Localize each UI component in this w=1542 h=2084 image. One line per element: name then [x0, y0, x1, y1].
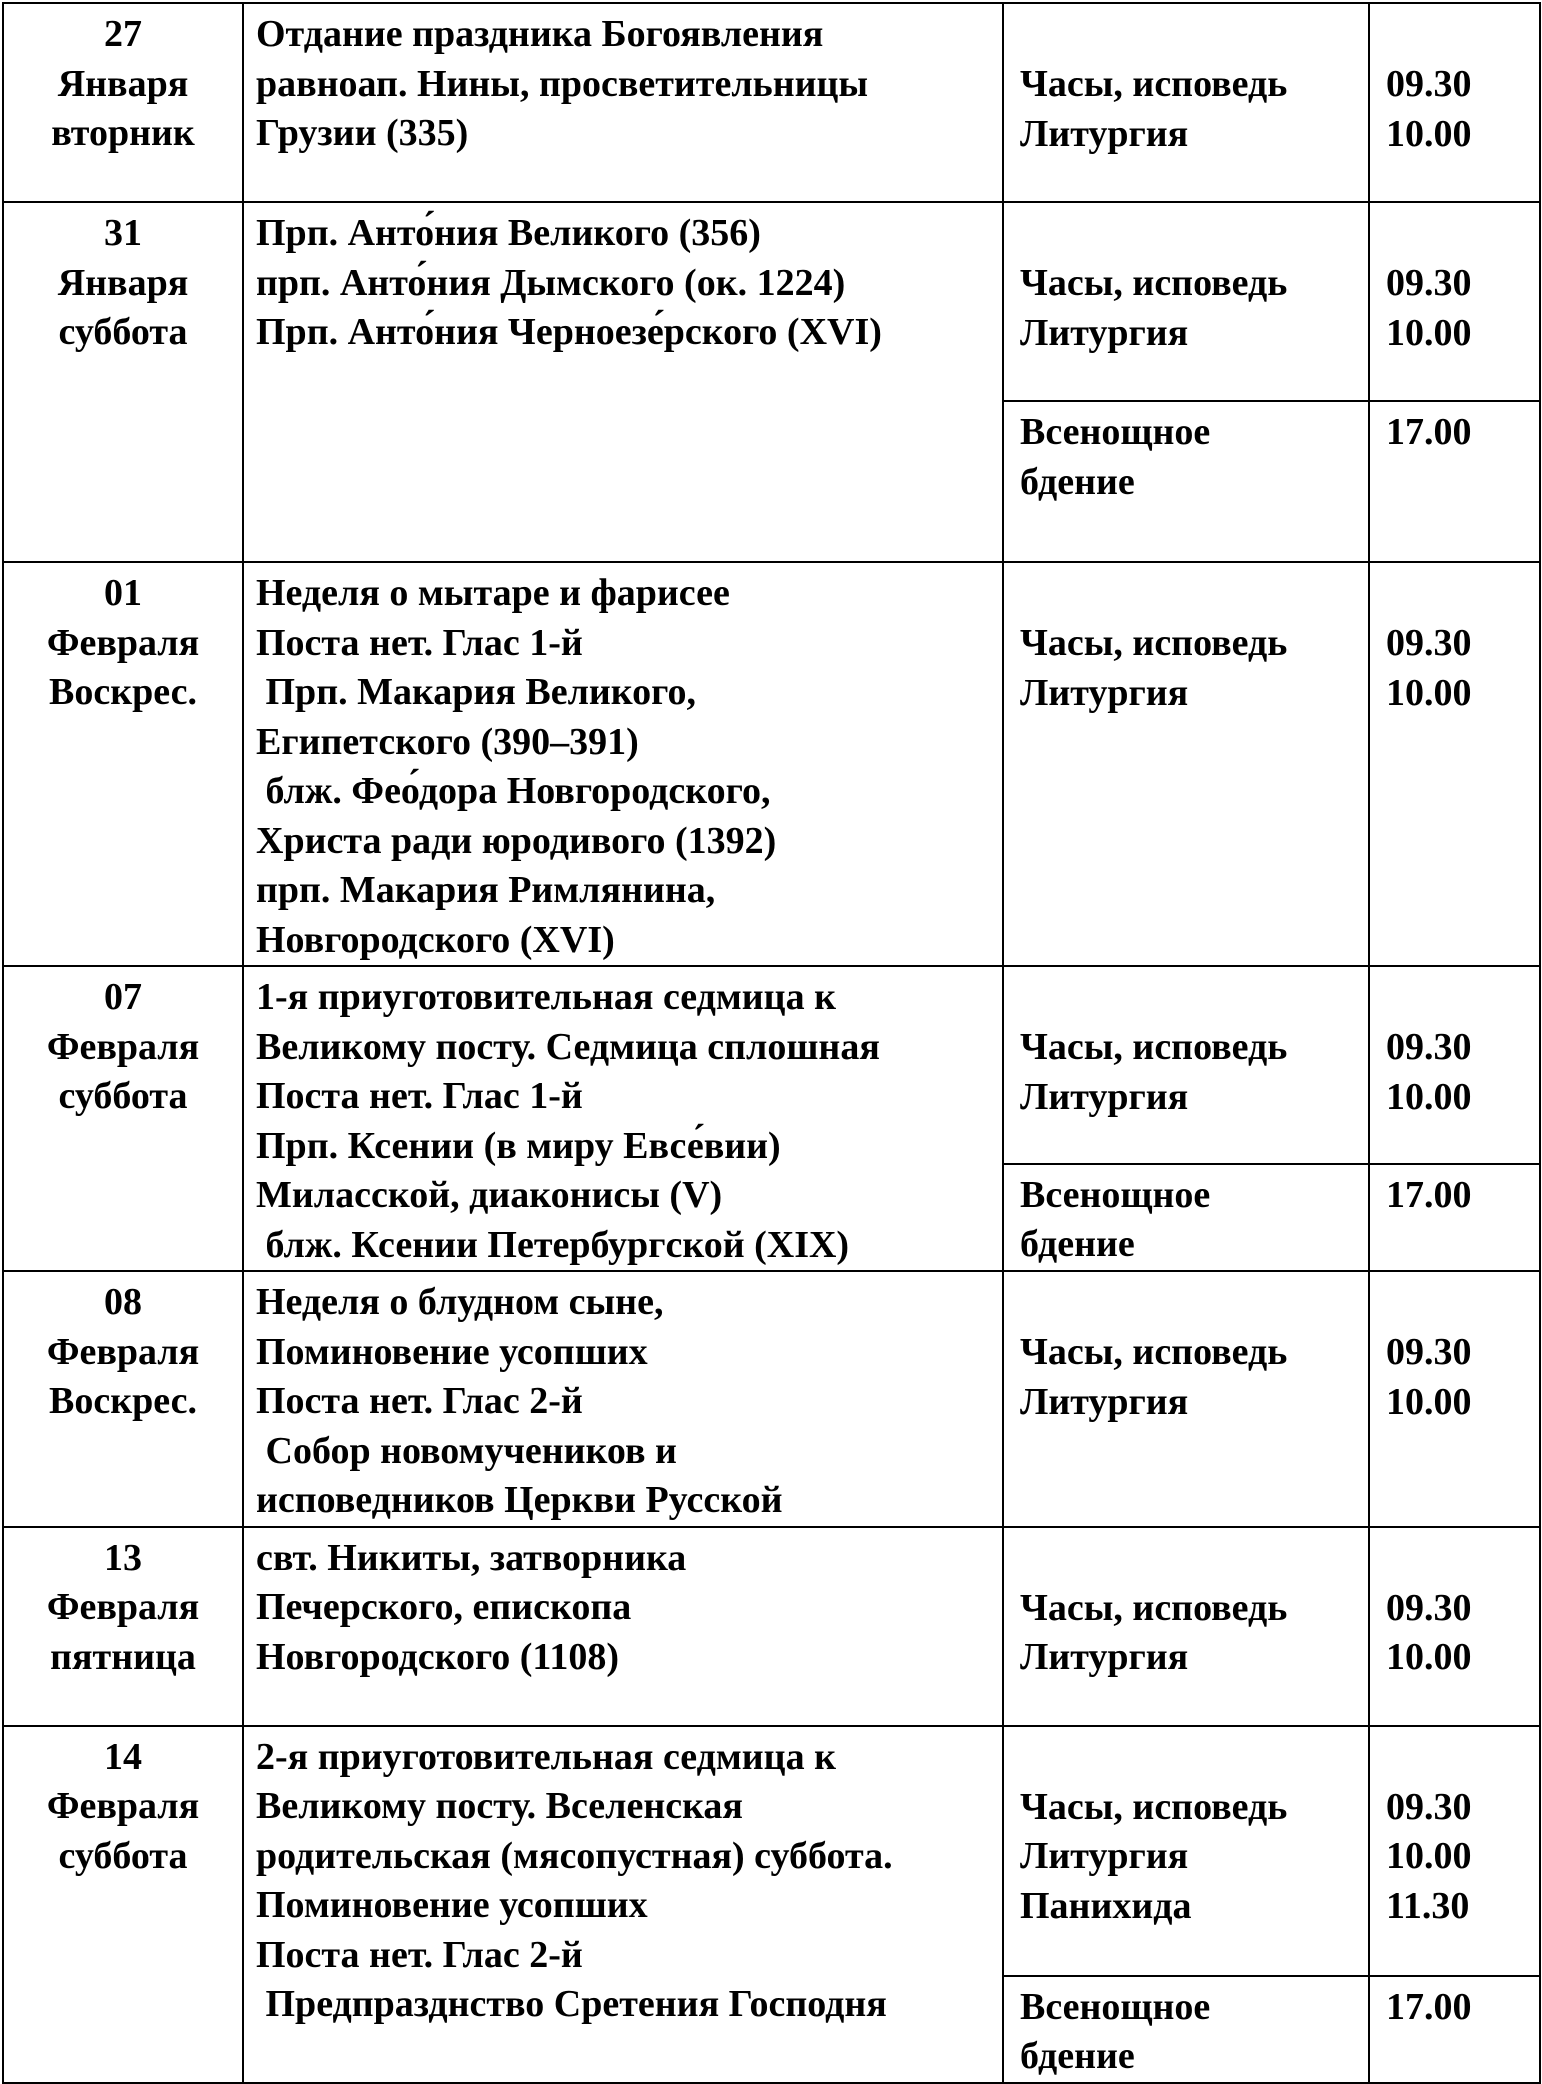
- date-month: Января: [57, 62, 189, 105]
- date-weekday: суббота: [58, 1075, 188, 1117]
- date-day: 08: [104, 1281, 142, 1323]
- table-row: [3, 1726, 1540, 1976]
- date-day: 07: [104, 976, 142, 1018]
- service-time: 09.30 10.00: [1369, 966, 1540, 1164]
- service-name: Часы, исповедь Литургия: [1003, 562, 1369, 966]
- date-day: 31: [104, 212, 142, 254]
- date-month: Февраля: [46, 1586, 200, 1628]
- feast-description: 2-я приуготовительная седмица к Великому посту. Вселенская родительская (мясопустная) суббота. Поминовение усопших Поста нет. Глас 2-й Предпразднство Сретения Господня: [243, 1726, 1003, 2083]
- date-day: 27: [104, 13, 142, 55]
- date-day: 01: [104, 572, 142, 614]
- date-day: 13: [104, 1536, 142, 1579]
- date-weekday: пятница: [50, 1635, 196, 1678]
- date-weekday: Воскрес.: [49, 1380, 197, 1422]
- service-time: 09.30 10.00: [1369, 562, 1540, 966]
- date-cell: [3, 1271, 243, 1527]
- date-cell: [3, 202, 243, 562]
- feast-description: свт. Никиты, затворника Печерского, епископа Новгородского (1108): [243, 1527, 1003, 1726]
- service-name: Всенощное бдение: [1003, 1976, 1369, 2083]
- date-cell: [3, 966, 243, 1271]
- table-row: [3, 1271, 1540, 1527]
- date-cell: [3, 1527, 243, 1726]
- table-row: [3, 562, 1540, 966]
- date-day: 14: [104, 1735, 142, 1778]
- service-time: 09.30 10.00: [1369, 202, 1540, 401]
- service-time: 17.00: [1369, 1164, 1540, 1271]
- date-month: Февраля: [46, 1785, 200, 1827]
- service-name: Часы, исповедь Литургия: [1003, 1271, 1369, 1527]
- service-name: Часы, исповедь Литургия Панихида: [1003, 1726, 1369, 1976]
- date-month: Января: [57, 261, 189, 304]
- table-row: [3, 1527, 1540, 1726]
- feast-description: Отдание праздника Богоявления равноап. Нины, просветительницы Грузии (335): [243, 3, 1003, 202]
- schedule-table: [2, 2, 1541, 2084]
- service-name: Часы, исповедь Литургия: [1003, 966, 1369, 1164]
- date-weekday: суббота: [58, 1834, 188, 1877]
- service-time: 09.30 10.00: [1369, 1527, 1540, 1726]
- date-weekday: Воскрес.: [49, 671, 197, 713]
- service-time: 17.00: [1369, 1976, 1540, 2083]
- service-time: 09.30 10.00: [1369, 1271, 1540, 1527]
- date-cell: [3, 1726, 243, 2083]
- feast-description: Прп. Анто́ния Великого (356) прп. Анто́ния Дымского (ок. 1224) Прп. Анто́ния Черноезе́рского (XVI): [243, 202, 1003, 562]
- service-name: Часы, исповедь Литургия: [1003, 202, 1369, 401]
- service-name: Всенощное бдение: [1003, 401, 1369, 562]
- table-row: [3, 966, 1540, 1164]
- feast-description: 1-я приуготовительная седмица к Великому посту. Седмица сплошная Поста нет. Глас 1-й Прп. Ксении (в миру Евсе́вии) Миласской, диаконисы (V) блж. Ксении Петербургской (XIX): [243, 966, 1003, 1271]
- date-cell: [3, 3, 243, 202]
- service-time: 09.30 10.00: [1369, 3, 1540, 202]
- service-name: Часы, исповедь Литургия: [1003, 3, 1369, 202]
- service-name: Всенощное бдение: [1003, 1164, 1369, 1271]
- table-row: [3, 202, 1540, 401]
- date-weekday: суббота: [58, 311, 188, 353]
- date-weekday: вторник: [51, 112, 195, 154]
- service-time: 09.30 10.00 11.30: [1369, 1726, 1540, 1976]
- date-month: Февраля: [46, 621, 200, 664]
- feast-description: Неделя о блудном сыне, Поминовение усопших Поста нет. Глас 2-й Собор новомучеников и исповедников Церкви Русской: [243, 1271, 1003, 1527]
- date-cell: [3, 562, 243, 966]
- service-time: 17.00: [1369, 401, 1540, 562]
- service-name: Часы, исповедь Литургия: [1003, 1527, 1369, 1726]
- date-month: Февраля: [46, 1330, 200, 1373]
- feast-description: Неделя о мытаре и фарисее Поста нет. Глас 1-й Прп. Макария Великого, Египетского (390–391) блж. Фео́дора Новгородского, Христа ради юродивого (1392) прп. Макария Римлянина, Новгородского (XVI): [243, 562, 1003, 966]
- date-month: Февраля: [46, 1025, 200, 1068]
- table-row: [3, 3, 1540, 202]
